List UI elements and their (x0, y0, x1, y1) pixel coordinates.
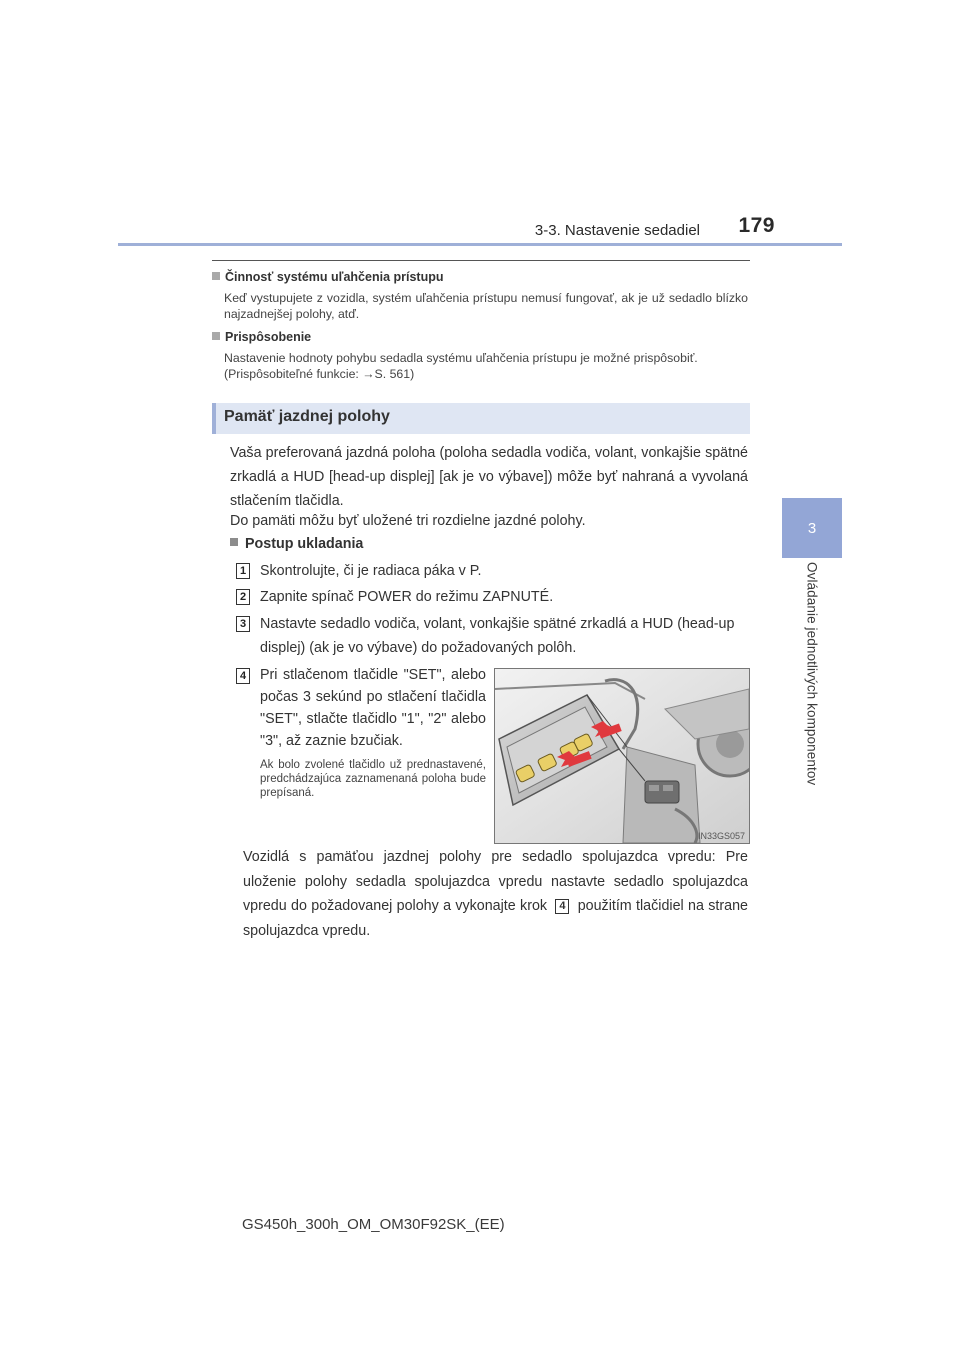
step-text-1: Skontrolujte, či je radiaca páka v P. (260, 563, 482, 579)
note-heading-customize: Prispôsobenie (212, 330, 311, 344)
chapter-title: Ovládanie jednotlivých komponentov (804, 562, 820, 786)
section-heading: Pamäť jazdnej polohy (224, 408, 390, 425)
intro-paragraph-2: Do pamäti môžu byť uložené tri rozdielne jazdné polohy. (230, 513, 586, 529)
intro-paragraph: Vaša preferovaná jazdná poloha (poloha sedadla vodiča, volant, vonkajšie spätné zrkadlá a HUD [head-up displej] [ak je vo výbave]) môže byť nahraná a vyvolaná stlačením tlačidla. (230, 445, 748, 509)
passenger-memory-paragraph: Vozidlá s pamäťou jazdnej polohy pre sedadlo spolujazdca vpredu: Pre uloženie polohy sedadla spolujazdca vpredu nastavte sedadlo spolujazdca vpredu do požadovanej polohy a vykonajte krok 4 použitím tlačidiel na strane spolujazdca vpredu. (243, 849, 748, 939)
subheading: Postup ukladania (230, 536, 363, 552)
page-number: 179 (738, 214, 775, 237)
step-number-1: 1 (236, 563, 250, 579)
document-code: GS450h_300h_OM_OM30F92SK_(EE) (242, 1216, 505, 1233)
chapter-tab (782, 498, 842, 558)
square-bullet-icon (212, 332, 220, 340)
section-title: 3-3. Nastavenie sedadiel (534, 222, 700, 239)
note-text-access: Keď vystupujete z vozidla, systém uľahčenia prístupu nemusí fungovať, ak je už sedadlo blízko najzadnejšej polohy, atď. (224, 291, 748, 321)
header-rule (118, 243, 842, 246)
step-text-2: Zapnite spínač POWER do režimu ZAPNUTÉ. (260, 589, 554, 605)
door-panel-drawing (495, 669, 749, 843)
square-bullet-icon (212, 272, 220, 280)
section-heading-bar (212, 403, 750, 434)
step-4-note: Ak bolo zvolené tlačidlo už prednastavené, predchádzajúca zaznamenaná poloha bude prepísaná. (260, 759, 486, 799)
step-number-2: 2 (236, 589, 250, 605)
step-number-4: 4 (236, 668, 250, 684)
notes-rule (212, 260, 750, 261)
square-bullet-icon (230, 538, 238, 546)
step-number-3: 3 (236, 616, 250, 632)
chapter-number: 3 (807, 519, 817, 537)
step-text-3: Nastavte sedadlo vodiča, volant, vonkajšie spätné zrkadlá a HUD (head-up displej) (ak je vo výbave) do požadovaných polôh. (260, 616, 735, 656)
note-heading-access: Činnosť systému uľahčenia prístupu (212, 270, 443, 284)
step-reference-4: 4 (555, 899, 569, 914)
memory-buttons-illustration (494, 668, 750, 844)
step-text-4: Pri stlačenom tlačidle "SET", alebo počas 3 sekúnd po stlačení tlačidla "SET", stlačte tlačidlo "1", "2" alebo "3", až zaznie bzučiak. (260, 667, 486, 749)
note-text-customize: Nastavenie hodnoty pohybu sedadla systému uľahčenia prístupu je možné prispôsobiť. (Prispôsobiteľné funkcie: →S. 561) (224, 351, 698, 381)
image-code: IN33GS057 (697, 831, 745, 841)
